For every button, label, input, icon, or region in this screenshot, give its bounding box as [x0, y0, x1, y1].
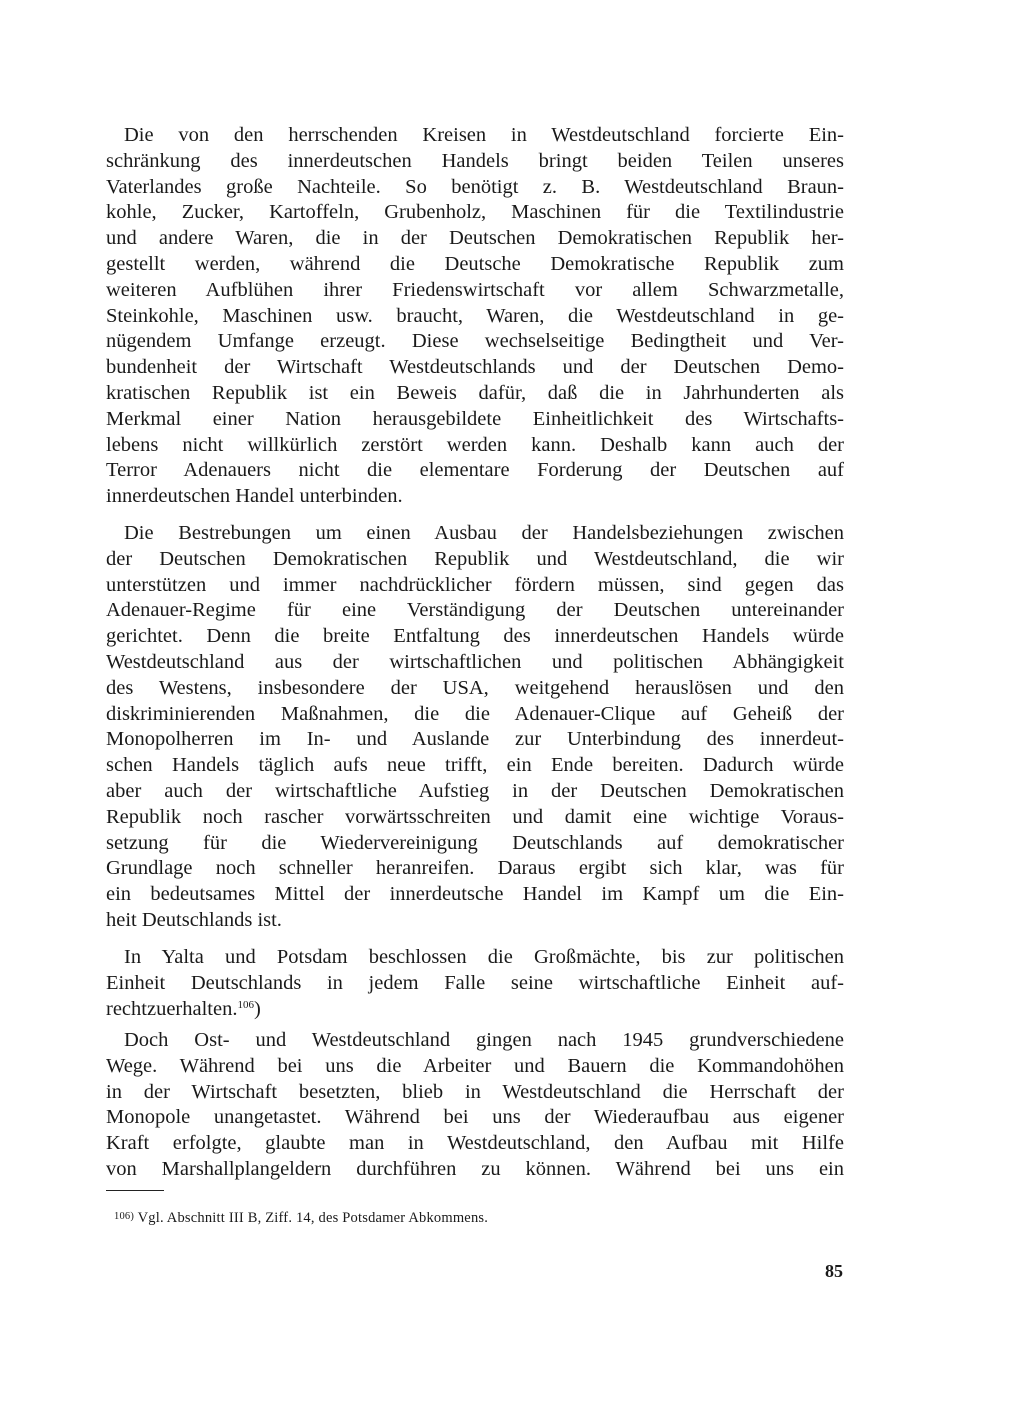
footnote-number: 106) — [114, 1211, 135, 1222]
text-line: unterstützen und immer nachdrücklicher fördern müssen, sind gegen das — [106, 573, 844, 596]
text-line: heit Deutschlands ist. — [106, 908, 282, 931]
footnote-reference-close: ) — [253, 997, 261, 1020]
text-line: der Deutschen Demokratischen Republik und Westdeutschland, die wir — [106, 547, 844, 570]
text-line — [106, 997, 844, 1023]
text-line: lebens nicht willkürlich zerstört werden kann. Deshalb kann auch der — [106, 433, 844, 456]
text-line: schen Handels täglich aufs neue trifft, ein Ende bereiten. Dadurch würde — [106, 754, 844, 777]
text-line: nügendem Umfange erzeugt. Diese wechselseitige Bedingtheit und Ver- — [106, 330, 844, 353]
text-line: In Yalta und Potsdam beschlossen die Großmächte, bis zur politischen — [124, 946, 844, 968]
text-line: Die von den herrschenden Kreisen in Westdeutschland forcierte Ein- — [124, 124, 844, 146]
text-line: diskriminierenden Maßnahmen, die die Adenauer-Clique auf Geheiß der — [106, 702, 844, 725]
text-line: kohle, Zucker, Kartoffeln, Grubenholz, Maschinen für die Textilindustrie — [106, 201, 844, 224]
text-line: Monopole unangetastet. Während bei uns der Wiederaufbau aus eigener — [106, 1106, 844, 1129]
text-line: Steinkohle, Maschinen usw. braucht, Waren, die Westdeutschland in ge- — [106, 304, 844, 327]
paragraph-4 — [106, 1028, 844, 1183]
text-line: Westdeutschland aus der wirtschaftlichen und politischen Abhängigkeit — [106, 650, 844, 673]
text-line: des Westens, insbesondere der USA, weitgehend herauslösen und den — [106, 676, 844, 699]
text-line-content: rechtzuerhalten. — [106, 997, 238, 1020]
text-line: Adenauer-Regime für eine Verständigung der Deutschen untereinander — [106, 599, 844, 622]
text-line: Einheit Deutschlands in jedem Falle seine wirtschaftliche Einheit auf- — [106, 971, 844, 994]
text-line: Vaterlandes große Nachteile. So benötigt z. B. Westdeutschland Braun- — [106, 175, 844, 198]
text-line: Merkmal einer Nation herausgebildete Einheitlichkeit des Wirtschafts- — [106, 407, 844, 430]
text-line: kratischen Republik ist ein Beweis dafür, daß die in Jahrhunderten als — [106, 381, 844, 404]
text-line: innerdeutschen Handel unterbinden. — [106, 485, 403, 508]
text-line: ein bedeutsames Mittel der innerdeutsche Handel im Kampf um die Ein- — [106, 883, 844, 906]
text-line: Republik noch rascher vorwärtsschreiten und damit eine wichtige Voraus- — [106, 805, 844, 828]
footnote-text: Vgl. Abschnitt III B, Ziff. 14, des Potsdamer Abkommens. — [134, 1210, 489, 1226]
text-line: in der Wirtschaft besetzten, blieb in Westdeutschland die Herrschaft der — [106, 1080, 844, 1103]
text-line: Doch Ost- und Westdeutschland gingen nach 1945 grundverschiedene — [124, 1029, 844, 1051]
text-line: setzung für die Wiedervereinigung Deutschlands auf demokratischer — [106, 831, 844, 854]
text-line: gerichtet. Denn die breite Entfaltung des innerdeutschen Handels würde — [106, 625, 844, 648]
footnote-reference[interactable]: 106 — [237, 998, 254, 1011]
text-line: Grundlage noch schneller heranreifen. Daraus ergibt sich klar, was für — [106, 857, 844, 880]
text-line: gestellt werden, während die Deutsche Demokratische Republik zum — [106, 252, 844, 275]
paragraph-2 — [106, 521, 844, 934]
text-line: aber auch der wirtschaftliche Aufstieg in der Deutschen Demokratischen — [106, 779, 844, 802]
page-number: 85 — [825, 1261, 843, 1281]
text-line: Wege. Während bei uns die Arbeiter und Bauern die Kommandohöhen — [106, 1054, 844, 1077]
text-line: weiteren Aufblühen ihrer Friedenswirtschaft vor allem Schwarzmetalle, — [106, 278, 844, 301]
paragraph-1 — [106, 123, 844, 510]
text-line: Terror Adenauers nicht die elementare Forderung der Deutschen auf — [106, 459, 844, 482]
text-line: Die Bestrebungen um einen Ausbau der Handelsbeziehungen zwischen — [124, 522, 844, 544]
text-line: bundenheit der Wirtschaft Westdeutschlands und der Deutschen Demo- — [106, 356, 844, 379]
text-line: Monopolherren im In- und Auslande zur Unterbindung des innerdeut- — [106, 728, 844, 751]
text-line: schränkung des innerdeutschen Handels bringt beiden Teilen unseres — [106, 149, 844, 172]
footnote — [114, 1207, 488, 1228]
paragraph-3 — [106, 945, 844, 1022]
text-line: von Marshallplangeldern durchführen zu können. Während bei uns ein — [106, 1157, 844, 1180]
text-line: Kraft erfolgte, glaubte man in Westdeutschland, den Aufbau mit Hilfe — [106, 1132, 844, 1155]
footnote-separator — [106, 1190, 164, 1191]
text-line: und andere Waren, die in der Deutschen Demokratischen Republik her- — [106, 227, 844, 250]
